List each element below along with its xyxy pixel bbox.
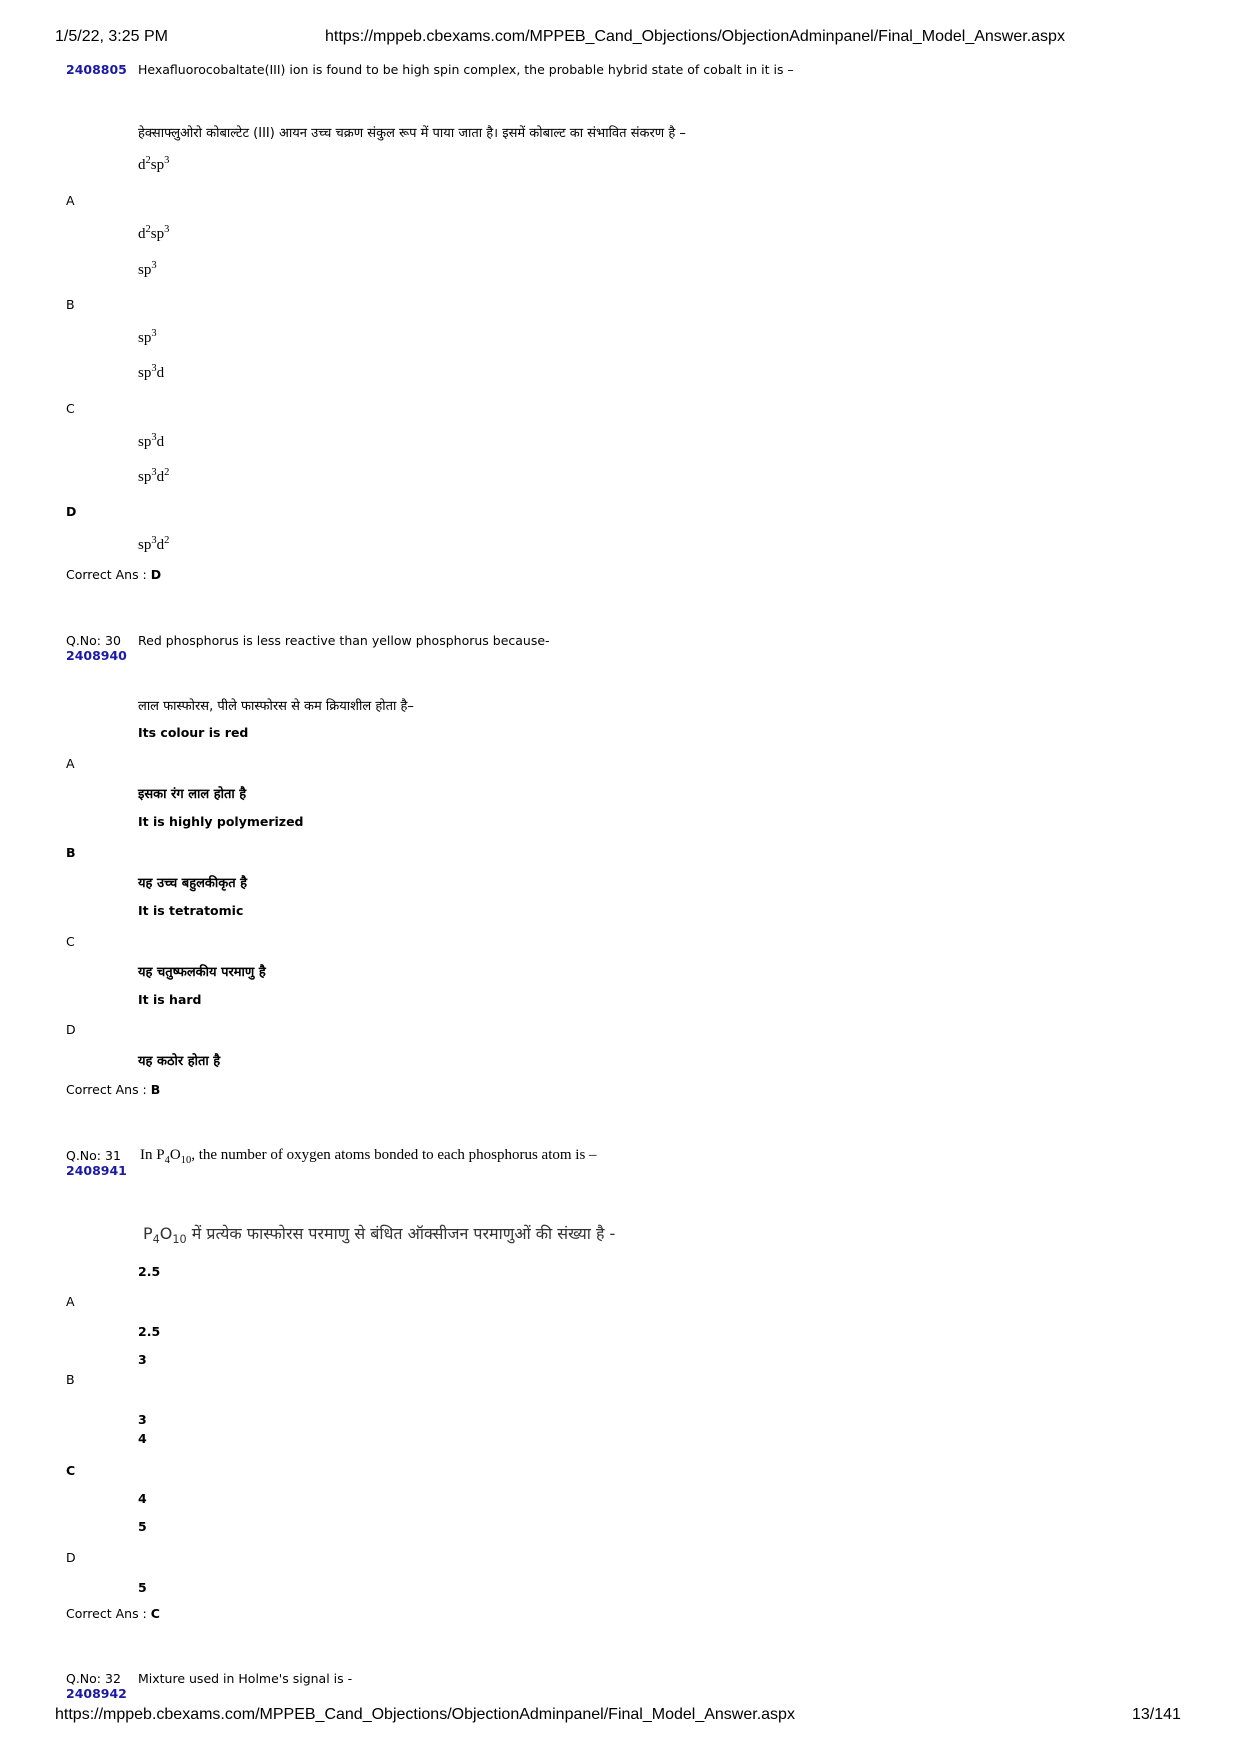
- print-url: https://mppeb.cbexams.com/MPPEB_Cand_Objections/ObjectionAdminpanel/Final_Model_Answer.aspx: [325, 28, 1065, 45]
- option-b-formula: $sp^3$: [138, 260, 157, 278]
- question-text-en: Hexafluorocobaltate(III) ion is found to be high spin complex, the probable hybrid state of cobalt in it is –: [138, 62, 794, 77]
- option-c-formula: $sp^3d$: [138, 363, 165, 381]
- question-id: 2408942: [66, 1686, 127, 1701]
- option-c-value-repeat: 4: [138, 1491, 147, 1506]
- option-b-label: B: [66, 297, 75, 312]
- option-d-formula-repeat: $sp^3d^2$: [138, 535, 170, 553]
- option-a-label: A: [66, 1294, 75, 1309]
- question-text-en: In $P_4O_{10}$, the number of oxygen atoms bonded to each phosphorus atom is –: [140, 1147, 597, 1166]
- option-b-label: B: [66, 1372, 75, 1387]
- question-text-hi: लाल फास्फोरस, पीले फास्फोरस से कम क्रियाशील होता है–: [138, 699, 414, 714]
- question-id: 2408941: [66, 1163, 127, 1178]
- question-number: Q.No: 32: [66, 1671, 121, 1686]
- option-a-text-en: Its colour is red: [138, 725, 249, 740]
- option-a-value-repeat: 2.5: [138, 1324, 161, 1339]
- option-d-label: D: [66, 504, 77, 519]
- correct-answer: Correct Ans : C: [66, 1606, 160, 1621]
- option-d-value-repeat: 5: [138, 1580, 147, 1595]
- option-d-formula: $sp^3d^2$: [138, 467, 170, 485]
- correct-answer: Correct Ans : D: [66, 567, 162, 582]
- option-a-label: A: [66, 756, 75, 771]
- option-d-value: 5: [138, 1519, 147, 1534]
- option-c-formula-repeat: $sp^3d$: [138, 432, 165, 450]
- option-a-label: A: [66, 193, 75, 208]
- option-c-label: C: [66, 1463, 76, 1478]
- option-c-label: C: [66, 401, 75, 416]
- question-id: 2408940: [66, 648, 127, 663]
- footer-url: https://mppeb.cbexams.com/MPPEB_Cand_Objections/ObjectionAdminpanel/Final_Model_Answer.aspx: [55, 1706, 795, 1723]
- question-number: Q.No: 30: [66, 633, 121, 648]
- question-number: Q.No: 31: [66, 1148, 121, 1163]
- option-b-formula-repeat: $sp^3$: [138, 328, 157, 346]
- print-datetime: 1/5/22, 3:25 PM: [55, 28, 168, 45]
- option-c-label: C: [66, 934, 75, 949]
- option-b-value-repeat: 3: [138, 1412, 147, 1427]
- correct-answer: Correct Ans : B: [66, 1082, 161, 1097]
- option-b-label: B: [66, 845, 76, 860]
- option-d-text-hi: यह कठोर होता है: [138, 1054, 221, 1069]
- option-c-value: 4: [138, 1431, 147, 1446]
- option-b-value: 3: [138, 1352, 147, 1367]
- option-c-text-en: It is tetratomic: [138, 903, 244, 918]
- option-d-text-en: It is hard: [138, 992, 202, 1007]
- option-a-value: 2.5: [138, 1264, 161, 1279]
- question-id: 2408805: [66, 62, 127, 77]
- question-text-en: Mixture used in Holme's signal is -: [138, 1671, 353, 1686]
- question-text-hi: $P_4O_{10}$ में प्रत्येक फास्फोरस परमाणु से बंधित ऑक्सीजन परमाणुओं की संख्या है -: [143, 1224, 616, 1247]
- option-c-text-hi: यह चतुष्फलकीय परमाणु है: [138, 965, 266, 980]
- question-text-en: Red phosphorus is less reactive than yellow phosphorus because-: [138, 633, 550, 648]
- option-d-label: D: [66, 1550, 76, 1565]
- option-a-text-hi: इसका रंग लाल होता है: [138, 787, 247, 802]
- page-number: 13/141: [1132, 1706, 1181, 1723]
- option-b-text-hi: यह उच्च बहुलकीकृत है: [138, 876, 248, 891]
- option-d-label: D: [66, 1022, 76, 1037]
- option-a-formula: $d^2sp^3$: [138, 155, 170, 173]
- question-text-hi: हेक्साफ्लुओरो कोबाल्टेट (III) आयन उच्च चक्रण संकुल रूप में पाया जाता है। इसमें कोबाल्ट का संभावित संकरण है –: [138, 126, 686, 141]
- option-a-formula-repeat: $d^2sp^3$: [138, 224, 170, 242]
- option-b-text-en: It is highly polymerized: [138, 814, 304, 829]
